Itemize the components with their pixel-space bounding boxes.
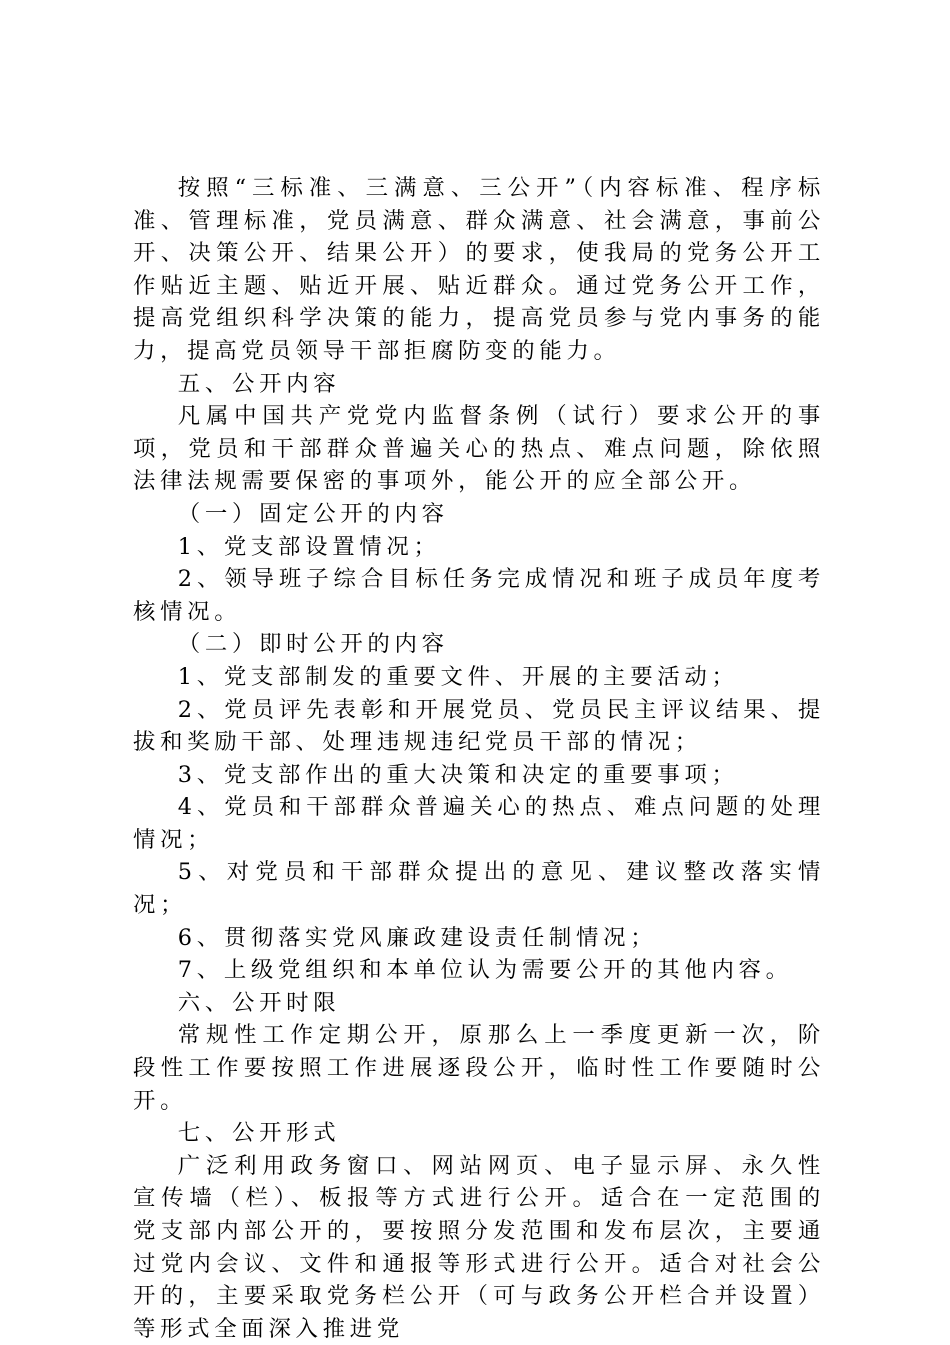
list-item-fixed-2: 2、领导班子综合目标任务完成情况和班子成员年度考核情况。 [133, 566, 825, 625]
list-item-instant-1: 1、党支部制发的重要文件、开展的主要活动； [177, 663, 739, 690]
section-heading-6: 六、公开时限 [177, 989, 341, 1016]
list-item-instant-6: 6、贯彻落实党风廉政建设责任制情况； [177, 924, 658, 951]
paragraph-timing: 常规性工作定期公开，原那么上一季度更新一次，阶段性工作要按照工作进展逐段公开，临时性工作要随时公开。 [133, 1022, 825, 1114]
section-heading-7: 七、公开形式 [177, 1120, 341, 1147]
paragraph-scope: 凡属中国共产党党内监督条例（试行）要求公开的事项，党员和干部群众普遍关心的热点、难点问题，除依照法律法规需要保密的事项外，能公开的应全部公开。 [133, 403, 825, 495]
list-item-instant-7: 7、上级党组织和本单位认为需要公开的其他内容。 [177, 957, 793, 984]
section-heading-5: 五、公开内容 [177, 370, 341, 397]
list-item-instant-3: 3、党支部作出的重大决策和决定的重要事项； [177, 761, 739, 788]
document-body [133, 172, 825, 1345]
subsection-heading-fixed: （一）固定公开的内容 [177, 500, 449, 527]
list-item-fixed-1: 1、党支部设置情况； [177, 533, 441, 560]
list-item-instant-2: 2、党员评先表彰和开展党员、党员民主评议结果、提拔和奖励干部、处理违规违纪党员干部的情况； [133, 696, 825, 756]
paragraph-forms: 广泛利用政务窗口、网站网页、电子显示屏、永久性宣传墙（栏）、板报等方式进行公开。适合在一定范围的党支部内部公开的，要按照分发范围和发布层次，主要通过党内会议、文件和通报等形式进行公开。适合对社会公开的，主要采取党务栏公开（可与政务公开栏合并设置）等形式全面深入推进党 [133, 1152, 825, 1342]
list-item-instant-5: 5、对党员和干部群众提出的意见、建议整改落实情况； [133, 859, 825, 919]
subsection-heading-instant: （二）即时公开的内容 [177, 631, 449, 658]
paragraph-intro: 按照“三标准、三满意、三公开”（内容标准、程序标准、管理标准，党员满意、群众满意、社会满意，事前公开、决策公开、结果公开）的要求，使我局的党务公开工作贴近主题、贴近开展、贴近群众。通过党务公开工作，提高党组织科学决策的能力，提高党员参与党内事务的能力，提高党员领导干部拒腐防变的能力。 [133, 175, 825, 364]
list-item-instant-4: 4、党员和干部群众普遍关心的热点、难点问题的处理情况； [133, 794, 825, 853]
